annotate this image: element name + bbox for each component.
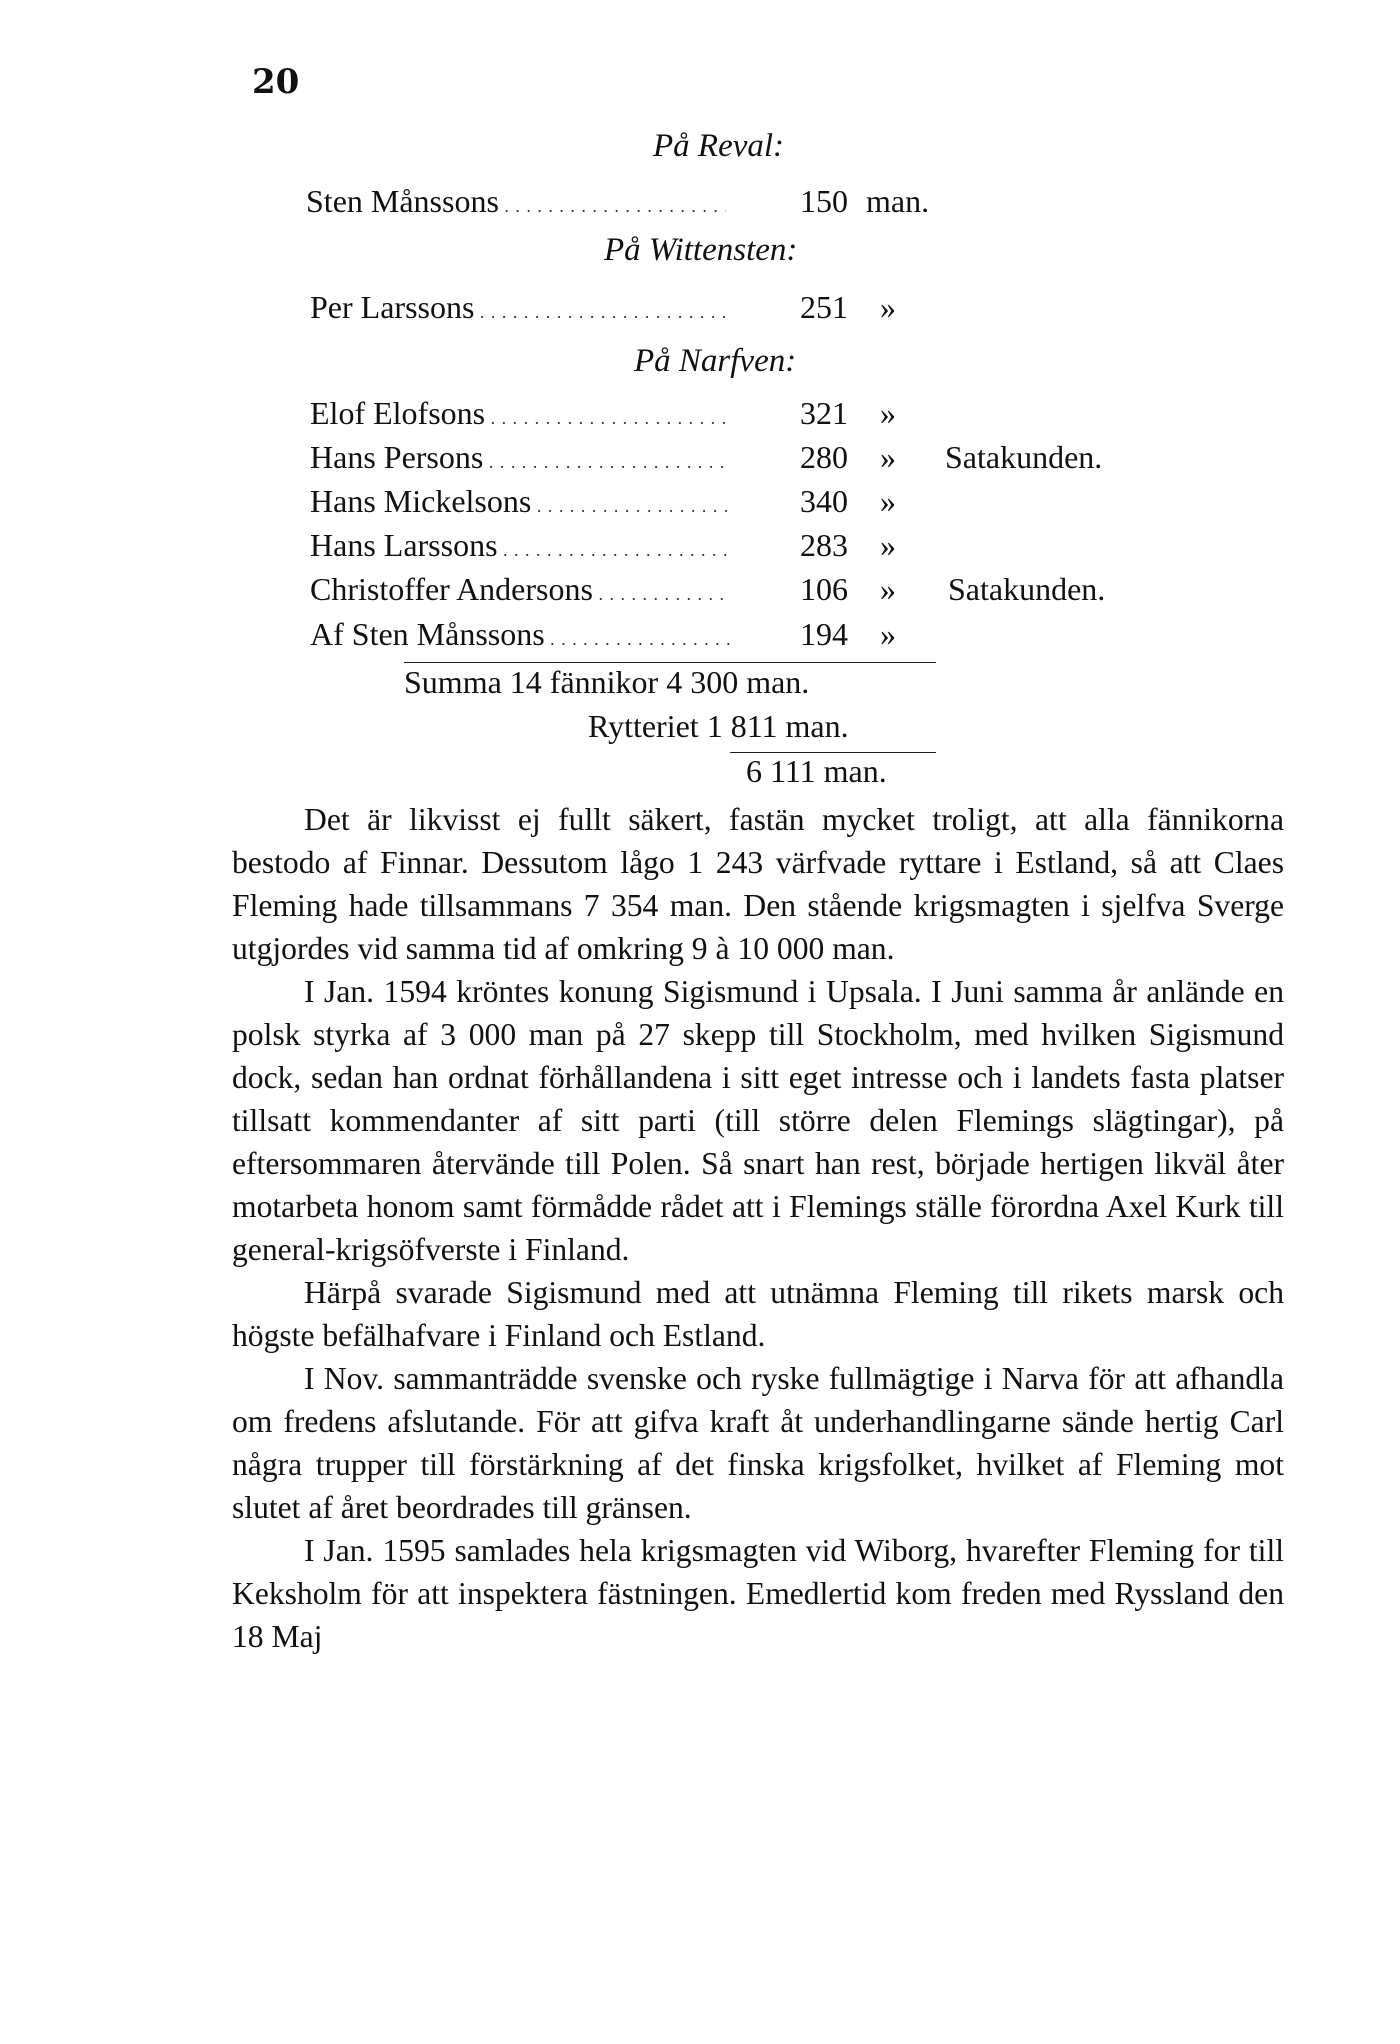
- troop-unit: »: [880, 395, 896, 431]
- captain-name: Per Larssons . . .: [310, 289, 730, 326]
- rytteriet-total: Rytteriet 1 811 man.: [588, 708, 849, 744]
- troop-unit: »: [880, 439, 896, 475]
- grand-total: 6 111 man.: [746, 753, 887, 789]
- sum-rule: [404, 662, 936, 663]
- summa-fannikor: Summa 14 fännikor 4 300 man.: [404, 664, 810, 700]
- troop-unit: »: [880, 571, 896, 607]
- troop-count: 283: [800, 527, 848, 563]
- captain-name: Hans Persons . . .: [310, 439, 730, 476]
- captain-name: Hans Mickelsons . . .: [310, 483, 730, 520]
- captain-name: Af Sten Månssons . . .: [310, 616, 730, 653]
- troop-remark: Satakunden.: [948, 571, 1106, 607]
- troop-row: [0, 483, 1400, 527]
- captain-name: Christoffer Andersons . . .: [310, 571, 730, 608]
- paragraph: I Jan. 1594 kröntes konung Sigismund i Upsala. I Juni samma år anlände en polsk styrka af 3 000 man på 27 skepp till Stockholm, med hvilken Sigismund dock, sedan han ordnat förhållandena i sitt eget intresse och i landets fasta platser tillsatt kommendanter af sitt parti (till större delen Flemings slägtingar), på eftersommaren återvände till Polen. Så snart han rest, började hertigen likväl åter motarbeta honom samt förmådde rådet att i Flemings ställe förordna Axel Kurk till general-krigsöfverste i Finland.: [232, 974, 1284, 1267]
- troop-count: 106: [800, 571, 848, 607]
- paragraph: I Jan. 1595 samlades hela krigsmagten vid Wiborg, hvarefter Fleming for till Keksholm för att inspektera fästningen. Emedlertid kom freden med Ryssland den 18 Maj: [232, 1533, 1284, 1654]
- troop-count: 280: [800, 439, 848, 475]
- captain-name: Elof Elofsons . . .: [310, 395, 730, 432]
- page-number: 20: [252, 62, 300, 102]
- troop-unit: »: [880, 527, 896, 563]
- paragraph: I Nov. sammanträdde svenske och ryske fullmägtige i Narva för att afhandla om fredens afslutande. För att gifva kraft åt underhandlingarne sände hertig Carl några trupper till förstärkning af det finska krigsfolket, hvilket af Fleming mot slutet af året beordrades till gränsen.: [232, 1361, 1284, 1525]
- troop-count: 194: [800, 616, 848, 652]
- troop-row: [0, 183, 1400, 227]
- troop-unit: »: [880, 616, 896, 652]
- paragraph: Härpå svarade Sigismund med att utnämna Fleming till rikets marsk och högste befälhafvare i Finland och Estland.: [232, 1275, 1284, 1353]
- troop-count: 340: [800, 483, 848, 519]
- location-heading-reval: På Reval:: [653, 128, 785, 164]
- location-heading-wittensten: På Wittensten:: [604, 232, 798, 268]
- captain-name: Hans Larssons . . .: [310, 527, 730, 564]
- troop-count: 150: [800, 183, 848, 219]
- troop-unit: »: [880, 483, 896, 519]
- troop-remark: Satakunden.: [945, 439, 1103, 475]
- troop-unit: man.: [866, 183, 930, 219]
- body-text: [232, 798, 1284, 1658]
- captain-name: Sten Månssons . . .: [306, 183, 726, 220]
- troop-count: 251: [800, 289, 848, 325]
- troop-row: [0, 439, 1400, 483]
- troop-row: [0, 616, 1400, 660]
- troop-unit: »: [880, 289, 896, 325]
- location-heading-narfven: På Narfven:: [634, 343, 797, 379]
- troop-row: [0, 289, 1400, 333]
- troop-row: [0, 527, 1400, 571]
- troop-row: [0, 571, 1400, 615]
- troop-count: 321: [800, 395, 848, 431]
- troop-row: [0, 395, 1400, 439]
- paragraph: Det är likvisst ej fullt säkert, fastän mycket troligt, att alla fännikorna bestodo af Finnar. Dessutom lågo 1 243 värfvade ryttare i Estland, så att Claes Fleming hade tillsammans 7 354 man. Den stående krigsmagten i sjelfva Sverge utgjordes vid samma tid af omkring 9 à 10 000 man.: [232, 802, 1284, 966]
